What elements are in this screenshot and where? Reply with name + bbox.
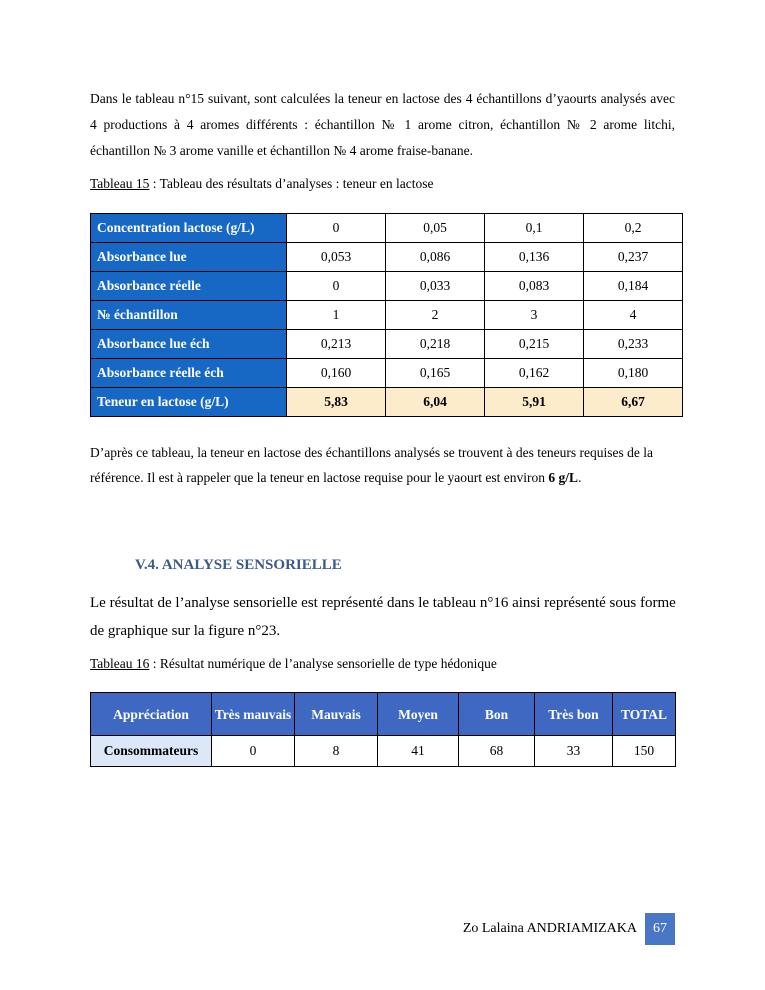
table-cell: 0 <box>287 272 386 301</box>
sensory-paragraph: Le résultat de l’analyse sensorielle est représenté dans le tableau n°16 ainsi représenté sous forme de graphique sur la figure n°23. <box>90 595 676 639</box>
table-cell: 2 <box>386 301 485 330</box>
table16-caption-text: : Résultat numérique de l’analyse sensorielle de type hédonique <box>149 656 497 671</box>
table-row <box>91 359 683 388</box>
table-row <box>91 330 683 359</box>
table-cell: 3 <box>485 301 584 330</box>
page-number: 67 <box>645 913 675 945</box>
table-cell: 0 <box>287 214 386 243</box>
row-header: Teneur en lactose (g/L) <box>91 388 287 417</box>
result-cell: 5,83 <box>287 388 386 417</box>
conclusion-end: . <box>578 470 582 485</box>
table15-caption-text: : Tableau des résultats d’analyses : teneur en lactose <box>149 176 434 191</box>
table-row <box>91 243 683 272</box>
conclusion-paragraph <box>90 440 675 490</box>
table-cell: 0,213 <box>287 330 386 359</box>
table-cell: 0,1 <box>485 214 584 243</box>
table-row <box>91 301 683 330</box>
column-header: Bon <box>459 693 535 736</box>
table16-caption <box>90 656 497 672</box>
result-cell: 5,91 <box>485 388 584 417</box>
row-header: Absorbance lue éch <box>91 330 287 359</box>
column-header: Très mauvais <box>212 693 295 736</box>
table15-caption <box>90 176 434 192</box>
table-cell: 0,215 <box>485 330 584 359</box>
table-cell: 0,180 <box>584 359 683 388</box>
table-cell: 8 <box>295 736 378 767</box>
table-cell: 0,086 <box>386 243 485 272</box>
result-row <box>91 388 683 417</box>
table-cell: 0,162 <box>485 359 584 388</box>
table-row <box>91 736 676 767</box>
table-cell: 0 <box>212 736 295 767</box>
row-header: Consommateurs <box>91 736 212 767</box>
footer-author: Zo Lalaina ANDRIAMIZAKA <box>462 921 637 936</box>
row-header: Absorbance réelle éch <box>91 359 287 388</box>
column-header: Mauvais <box>295 693 378 736</box>
column-header: Très bon <box>535 693 613 736</box>
table-row <box>91 272 683 301</box>
row-header: Absorbance réelle <box>91 272 287 301</box>
result-cell: 6,04 <box>386 388 485 417</box>
table-cell: 0,2 <box>584 214 683 243</box>
table15-caption-label: Tableau 15 <box>90 176 150 191</box>
table-cell: 33 <box>535 736 613 767</box>
row-header: Concentration lactose (g/L) <box>91 214 287 243</box>
lactose-results-table <box>90 213 683 417</box>
table-cell: 0,237 <box>584 243 683 272</box>
row-header: № échantillon <box>91 301 287 330</box>
table-cell: 0,05 <box>386 214 485 243</box>
table-cell: 0,136 <box>485 243 584 272</box>
page-footer <box>463 913 675 945</box>
table-cell: 41 <box>378 736 459 767</box>
table-cell: 0,053 <box>287 243 386 272</box>
intro-paragraph: Dans le tableau n°15 suivant, sont calculées la teneur en lactose des 4 échantillons d’yaourts analysés avec 4 productions à 4 aromes différents : échantillon № 1 arome citron, échantillon № 2 arome litchi, échantillon № 3 arome vanille et échantillon № 4 arome fraise-banane. <box>90 91 675 158</box>
table-cell: 0,233 <box>584 330 683 359</box>
table-header-row <box>91 693 676 736</box>
conclusion-text: D’après ce tableau, la teneur en lactose des échantillons analysés se trouvent à des teneurs requises de la référence. Il est à rappeler que la teneur en lactose requise pour le yaourt est environ <box>90 445 654 485</box>
table-cell: 0,165 <box>386 359 485 388</box>
row-header: Absorbance lue <box>91 243 287 272</box>
column-header: Appréciation <box>91 693 212 736</box>
table-cell: 0,184 <box>584 272 683 301</box>
table-cell: 150 <box>613 736 676 767</box>
result-cell: 6,67 <box>584 388 683 417</box>
table-cell: 0,160 <box>287 359 386 388</box>
column-header: TOTAL <box>613 693 676 736</box>
table-cell: 1 <box>287 301 386 330</box>
table-row <box>91 214 683 243</box>
table-cell: 4 <box>584 301 683 330</box>
conclusion-bold-value: 6 g/L <box>548 470 579 485</box>
table-cell: 0,033 <box>386 272 485 301</box>
table-cell: 68 <box>459 736 535 767</box>
column-header: Moyen <box>378 693 459 736</box>
table-cell: 0,083 <box>485 272 584 301</box>
section-heading: V.4. ANALYSE SENSORIELLE <box>135 557 342 573</box>
table16-caption-label: Tableau 16 <box>90 656 150 671</box>
sensory-results-table <box>90 692 676 767</box>
table-cell: 0,218 <box>386 330 485 359</box>
